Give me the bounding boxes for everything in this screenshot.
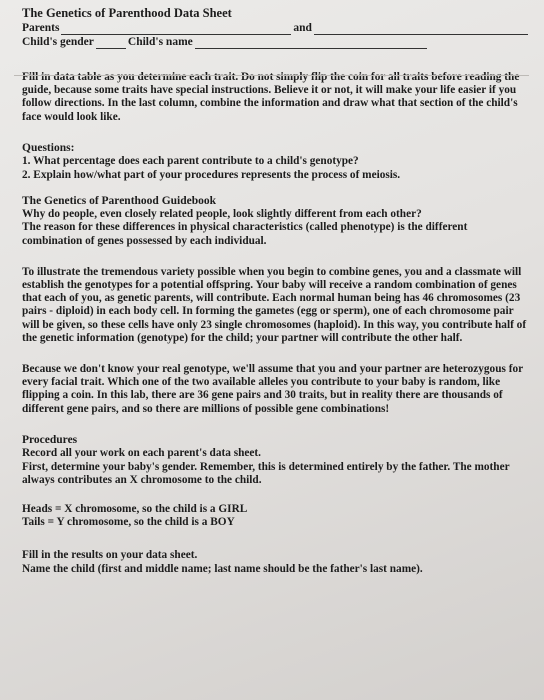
procedures-section — [22, 434, 530, 487]
illustrate-text-2: ) in each body cell. In forming the gametes (egg or sperm), one of each chromosome pair will be given, so these cells have only 23 single chromosomes (haploid). In this way, you contribute half of the genetic information (genotype) for the child; your partner will contribute the other half. — [22, 305, 527, 344]
illustrate-section — [22, 266, 530, 345]
parents-row — [22, 21, 530, 35]
questions-list — [22, 155, 530, 181]
questions-section — [22, 142, 530, 182]
diploid-term: diploid — [55, 305, 90, 318]
and-label: and — [293, 22, 312, 34]
guidebook-heading: The Genetics of Parenthood Guidebook — [22, 194, 217, 207]
question-item: 2. Explain how/what part of your procedures represents the process of meiosis. — [22, 168, 401, 181]
results-section — [22, 549, 530, 575]
gender-label: Child's gender — [22, 36, 94, 48]
name-blank[interactable] — [195, 37, 427, 49]
tails-rule: Tails = Y chromosome, so the child is a BOY — [22, 516, 235, 529]
procedures-heading: Procedures — [22, 433, 78, 446]
coin-section — [22, 503, 530, 529]
guidebook-section — [22, 195, 530, 248]
guidebook-question: Why do people, even closely related people, look slightly different from each other? — [22, 208, 422, 221]
divider — [14, 75, 529, 76]
question-item: 1. What percentage does each parent contribute to a child's genotype? — [22, 155, 359, 168]
results-line: Name the child (first and middle name; last name should be the father's last name). — [22, 562, 423, 575]
intro-paragraph: Fill in data table as you determine each trait. Do not simply flip the coin for all traits before reading the guide, because some traits have special instructions. Believe it or not, it will make your life easier if you follow directions. In the last column, combine the information and draw what that section of the child's face would look like. — [22, 71, 520, 123]
parents-label: Parents — [22, 22, 60, 34]
results-line: Fill in the results on your data sheet. — [22, 549, 198, 562]
procedure-line: First, determine your baby's gender. Remember, this is determined entirely by the father. The mother always contributes an X chromosome to the child. — [22, 460, 510, 486]
heterozygous-section — [22, 363, 530, 416]
questions-heading: Questions: — [22, 141, 75, 154]
child-row — [22, 35, 530, 49]
sheet-title: The Genetics of Parenthood Data Sheet — [22, 6, 232, 20]
illustrate-paragraph — [22, 266, 530, 345]
name-label: Child's name — [127, 36, 193, 48]
procedure-line: Record all your work on each parent's data sheet. — [22, 447, 262, 460]
gender-blank[interactable] — [96, 37, 126, 49]
parent-1-blank[interactable] — [61, 23, 291, 35]
heads-rule: Heads = X chromosome, so the child is a GIRL — [22, 502, 248, 515]
guidebook-answer: The reason for these differences in physical characteristics (called phenotype) is the different combination of genes possessed by each individual. — [22, 221, 468, 247]
illustrate-text-1: To illustrate the tremendous variety possible when you begin to combine genes, you and a classmate will establish the genotypes for a potential offspring. Your baby will receive a random combination of genes that each of you, as genetic parents, will contribute. Each normal human being has 46 chromosomes (23 pairs - — [22, 265, 522, 318]
heterozygous-paragraph: Because we don't know your real genotype, we'll assume that you and your partner are heterozygous for every facial trait. Which one of the two available alleles you contribute to your baby is random, like flipping a coin. In this lab, there are 36 gene pairs and 30 traits, but in reality there are thousands of different gene pairs, and so there are millions of possible gene combinations! — [22, 363, 523, 415]
parent-2-blank[interactable] — [314, 23, 528, 35]
